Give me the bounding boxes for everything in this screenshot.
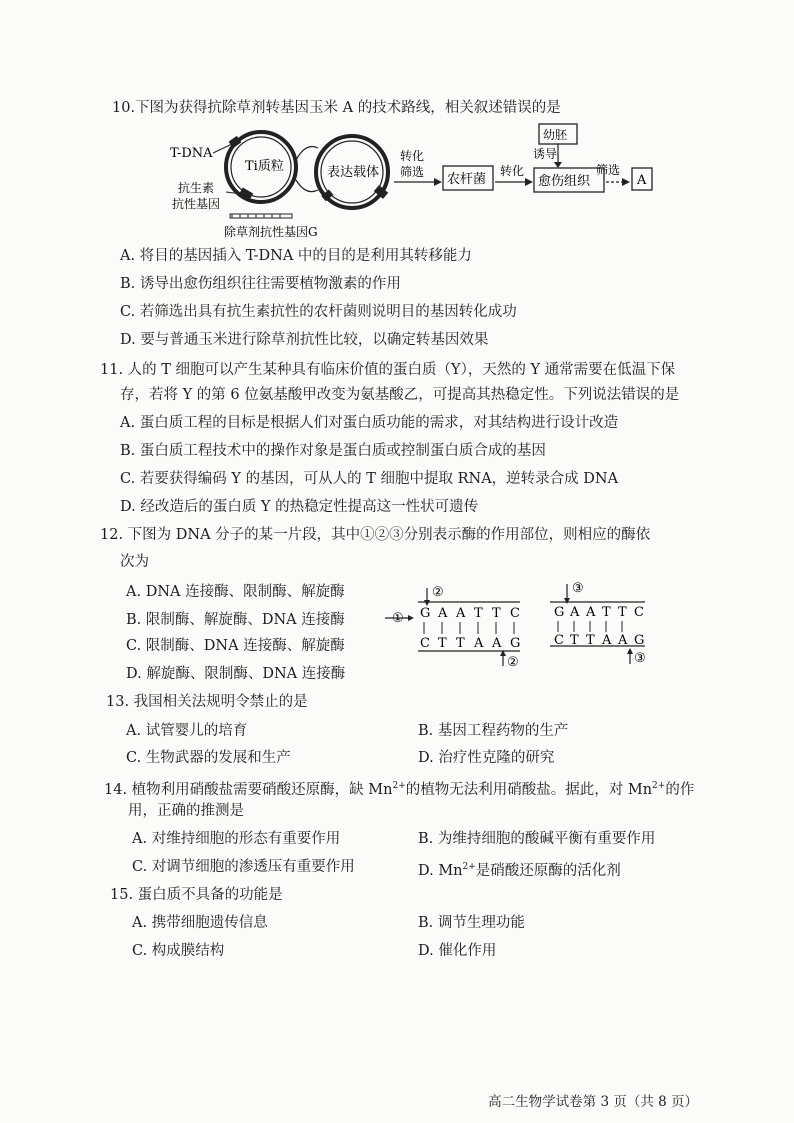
dna2-bottom-3: T <box>586 633 595 648</box>
q12-option-d: D. 解旋酶、限制酶、DNA 连接酶 <box>126 666 346 682</box>
seedling-label: 幼胚 <box>543 128 568 142</box>
q11-option-a: A. 蛋白质工程的目标是根据人们对蛋白质功能的需求，对其结构进行设计改造 <box>120 415 619 431</box>
herbicide-gene-label: 除草剂抗性基因G <box>224 225 318 239</box>
q13-option-b: B. 基因工程药物的生产 <box>418 723 569 739</box>
result-label: A <box>637 173 647 188</box>
q14-stem-2: 用，正确的推测是 <box>128 803 244 819</box>
q14-option-c: C. 对调节细胞的渗透压有重要作用 <box>132 859 355 875</box>
callus-label: 愈伤组织 <box>538 174 591 189</box>
screen-label-2: 筛选 <box>596 163 621 177</box>
q15-option-d: D. 催化作用 <box>418 943 497 959</box>
tdna-label: T-DNA <box>170 146 213 161</box>
dna2-top-2: A <box>570 605 580 620</box>
dna1-bottom-1: C <box>420 636 430 651</box>
dna2-bottom-4: A <box>602 633 612 648</box>
dna1-bottom-2: T <box>438 636 447 651</box>
q13-option-d: D. 治疗性克隆的研究 <box>418 750 555 766</box>
mark-3-bottom: ③ <box>634 651 646 666</box>
q10-stem: 10.下图为获得抗除草剂转基因玉米 A 的技术路线，相关叙述错误的是 <box>112 100 561 116</box>
q14-stem-part-a: 14. 植物利用硝酸盐需要硝酸还原酶，缺 Mn <box>104 782 393 798</box>
q12-option-a: A. DNA 连接酶、限制酶、解旋酶 <box>126 584 345 600</box>
q14-option-a: A. 对维持细胞的形态有重要作用 <box>132 831 341 847</box>
mark-3-top: ③ <box>572 581 584 596</box>
q12-stem-2: 次为 <box>120 554 149 570</box>
q14-option-d-part-b: 是硝酸还原酶的活化剂 <box>475 863 621 879</box>
q11-option-c: C. 若要获得编码 Y 的基因，可从人的 T 细胞中提取 RNA，逆转录合成 DNA <box>120 471 619 487</box>
induce-label: 诱导 <box>533 147 558 161</box>
q12-option-c: C. 限制酶、DNA 连接酶、解旋酶 <box>126 638 345 654</box>
q14-option-b: B. 为维持细胞的酸碱平衡有重要作用 <box>418 831 656 847</box>
dna1-bottom-4: A <box>474 636 484 651</box>
antibiotic-label-1: 抗生素 <box>178 181 215 195</box>
q11-stem-2: 存，若将 Y 的第 6 位氨基酸甲改变为氨基酸乙，可提高其热稳定性。下列说法错误的是 <box>120 387 680 403</box>
dna2-top-6: C <box>634 605 644 620</box>
dna2-bottom-2: T <box>570 633 579 648</box>
q12-dna-diagram <box>0 580 794 670</box>
mark-2-bottom: ② <box>507 655 519 670</box>
q13-option-c: C. 生物武器的发展和生产 <box>126 750 291 766</box>
ti-label: Ti质粒 <box>245 159 284 174</box>
dna1-top-5: T <box>492 606 501 621</box>
page-footer: 高二生物学试卷第 3 页（共 8 页） <box>488 1094 698 1110</box>
dna2-top-1: G <box>554 605 565 620</box>
q15-stem: 15. 蛋白质不具备的功能是 <box>110 887 283 903</box>
dna2-top-5: T <box>618 605 627 620</box>
q15-option-c: C. 构成膜结构 <box>132 943 225 959</box>
q12-stem-1: 12. 下图为 DNA 分子的某一片段，其中①②③分别表示酶的作用部位，则相应的酶依 <box>100 527 651 543</box>
dna1-top-3: A <box>456 606 466 621</box>
mark-2-top: ② <box>432 585 444 600</box>
q14-option-d-part-a: D. Mn <box>418 863 463 879</box>
q13-stem: 13. 我国相关法规明令禁止的是 <box>106 694 308 710</box>
transform-label-2: 转化 <box>500 164 525 178</box>
transform-label-1: 转化 <box>400 149 425 163</box>
dna1-top-1: G <box>420 606 431 621</box>
q11-stem-1: 11. 人的 T 细胞可以产生某种具有临床价值的蛋白质（Y），天然的 Y 通常需要在低温下保 <box>100 362 676 378</box>
q10-option-a: A. 将目的基因插入 T-DNA 中的目的是利用其转移能力 <box>120 248 472 264</box>
antibiotic-label-2: 抗性基因 <box>172 197 221 211</box>
dna1-bottom-3: T <box>456 636 465 651</box>
dna1-top-4: T <box>474 606 483 621</box>
vector-label: 表达载体 <box>327 165 380 180</box>
q12-option-b: B. 限制酶、解旋酶、DNA 连接酶 <box>126 612 345 628</box>
dna1-bottom-6: G <box>510 636 521 651</box>
q14-stem-1 <box>104 776 694 800</box>
q14-option-d-superscript: 2+ <box>462 862 476 872</box>
dna2-top-3: A <box>586 605 596 620</box>
q14-superscript-a: 2+ <box>392 781 406 791</box>
q15-option-b: B. 调节生理功能 <box>418 915 525 931</box>
mark-1: ① <box>392 611 404 626</box>
q10-option-c: C. 若筛选出具有抗生素抗性的农杆菌则说明目的基因转化成功 <box>120 304 517 320</box>
dna2-bottom-5: A <box>618 633 628 648</box>
q13-option-a: A. 试管婴儿的培育 <box>126 723 248 739</box>
dna1-top-2: A <box>438 606 448 621</box>
q11-option-b: B. 蛋白质工程技术中的操作对象是蛋白质或控制蛋白质合成的基因 <box>120 443 546 459</box>
dna2-bottom-1: C <box>554 633 564 648</box>
q14-option-d <box>418 857 621 881</box>
agro-label: 农杆菌 <box>447 172 487 187</box>
dna1-bottom-5: A <box>492 636 502 651</box>
q10-option-d: D. 要与普通玉米进行除草剂抗性比较，以确定转基因效果 <box>120 332 489 348</box>
q14-stem-part-c: 的作 <box>665 782 695 798</box>
dna1-top-6: C <box>510 606 520 621</box>
q10-option-b: B. 诱导出愈伤组织往往需要植物激素的作用 <box>120 276 401 292</box>
dna2-bottom-6: G <box>634 633 645 648</box>
q14-superscript-b: 2+ <box>652 781 666 791</box>
q10-diagram <box>0 120 794 260</box>
q14-stem-part-b: 的植物无法利用硝酸盐。据此，对 Mn <box>405 782 653 798</box>
screen-label-1: 筛选 <box>400 165 425 179</box>
q11-option-d: D. 经改造后的蛋白质 Y 的热稳定性提高这一性状可遗传 <box>120 499 479 515</box>
q15-option-a: A. 携带细胞遗传信息 <box>132 915 268 931</box>
dna2-top-4: T <box>602 605 611 620</box>
